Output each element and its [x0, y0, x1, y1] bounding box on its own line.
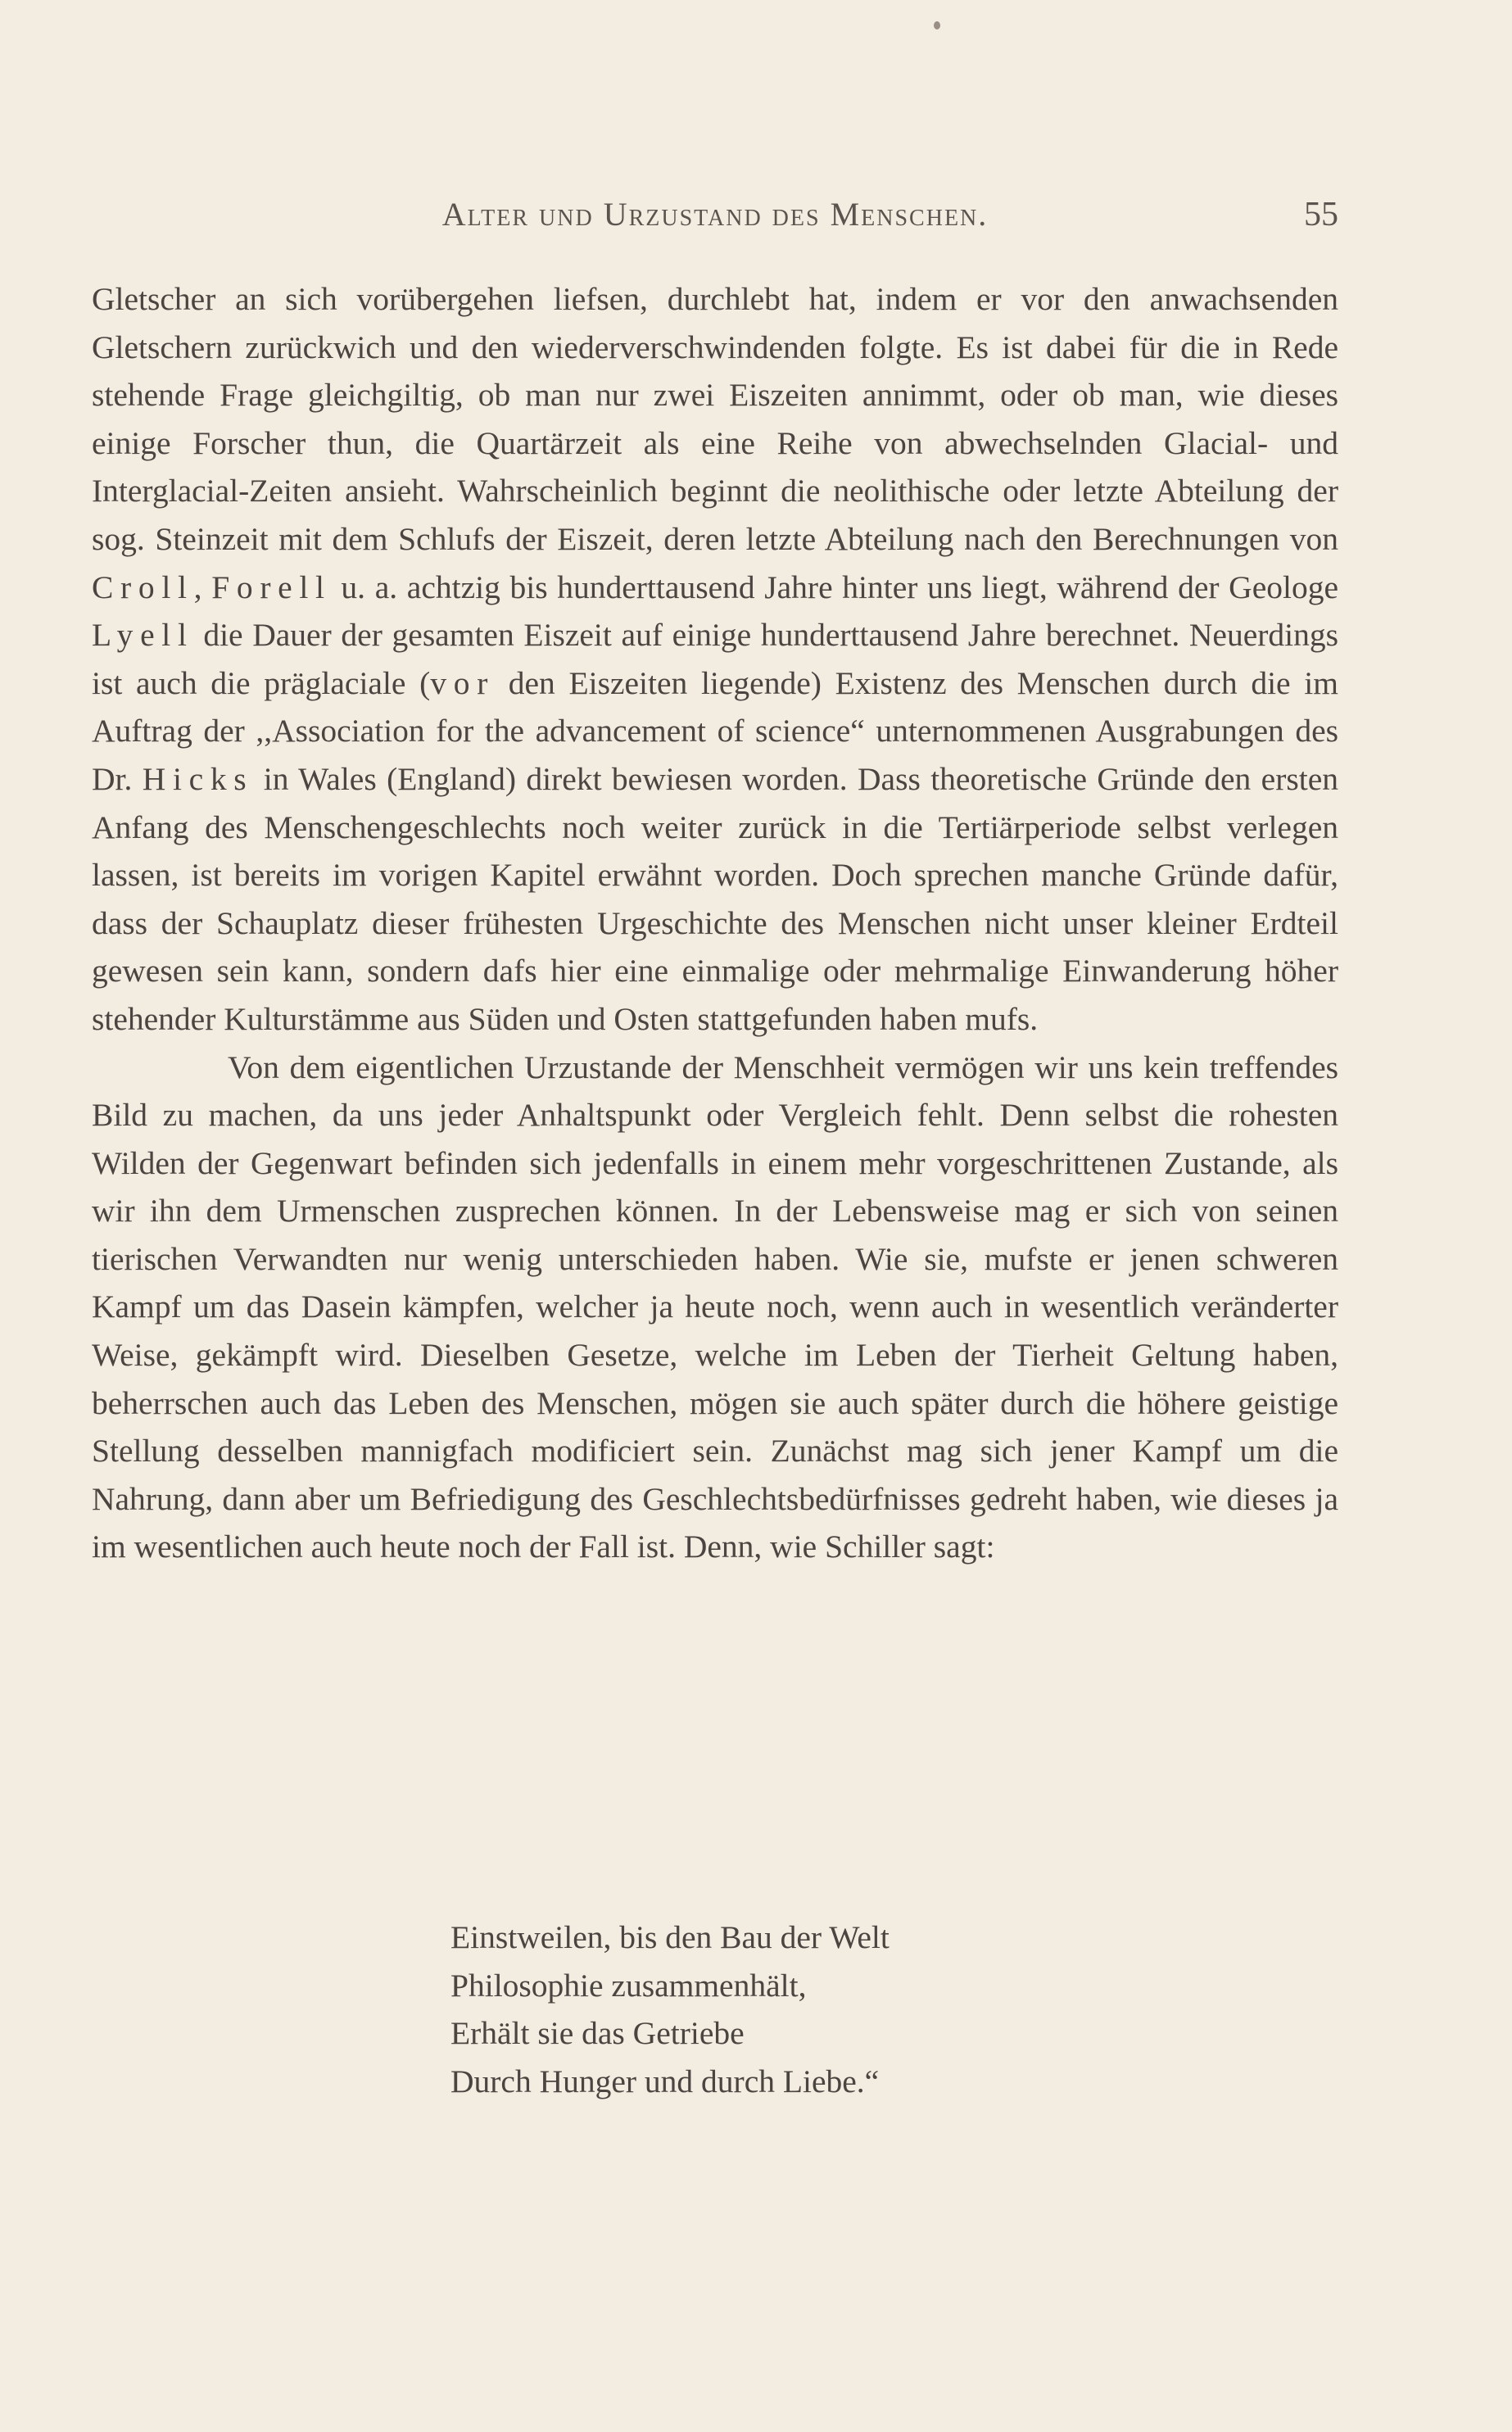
paragraph-1-part-2: ,	[193, 568, 212, 605]
paragraph-1	[92, 275, 1338, 1044]
paragraph-1-part-3: u. a. achtzig bis hunderttausend Jahre hinter uns liegt, während der Geologe	[331, 568, 1339, 605]
word-vor: vor	[430, 664, 496, 701]
page-number: 55	[1304, 196, 1338, 233]
paragraph-1-part-4: die Dauer der gesamten Eiszeit auf einige hunderttausend Jahre berechnet. Neuerdings ist auch die präglaciale (	[92, 617, 1338, 701]
verse-line-2: Philosophie zusammenhält,	[450, 1967, 807, 2004]
running-head	[92, 195, 1338, 244]
ink-speck	[934, 21, 940, 29]
body-text	[92, 275, 1338, 1571]
name-croll: Croll	[92, 568, 194, 605]
paragraph-2: Von dem eigentlichen Urzustande der Menschheit vermögen wir uns kein treffendes Bild zu machen, da uns jeder Anhaltspunkt oder Vergleich fehlt. Denn selbst die rohesten Wilden der Gegenwart befinden sich jedenfalls in einem mehr vorgeschrittenen Zustande, als wir ihn dem Urmenschen zusprechen können. In der Lebensweise mag er sich von seinen tierischen Verwandten nur wenig unterschieden haben. Wie sie, mufste er jenen schweren Kampf um das Dasein kämpfen, welcher ja heute noch, wenn auch in wesentlich veränderter Weise, gekämpft wird. Dieselben Gesetze, welche im Leben der Tierheit Geltung haben, beherrschen auch das Leben des Menschen, mögen sie auch später durch die höhere geistige Stellung desselben mannigfach modificiert sein. Zunächst mag sich jener Kampf um die Nahrung, dann aber um Befriedigung des Geschlechtsbedürfnisses gedreht haben, wie dieses ja im wesentlichen auch heute noch der Fall ist. Denn, wie Schiller sagt:	[92, 1048, 1338, 1565]
paragraph-1-part-6: in Wales (England) direkt bewiesen worden. Dass theoretische Gründe den ersten Anfang des Menschengeschlechts noch weiter zurück in die Tertiärperiode selbst verlegen lassen, ist bereits im vorigen Kapitel erwähnt worden. Doch sprechen manche Gründe dafür, dass der Schauplatz dieser frühesten Urgeschichte des Menschen nicht unser kleiner Erdteil gewesen sein kann, sondern dafs hier eine einmalige oder mehrmalige Einwanderung höher stehender Kulturstämme aus Süden und Osten stattgefunden haben mufs.	[92, 760, 1338, 1037]
paragraph-1-part-5: den Eiszeiten liegende) Existenz des Menschen durch die im Auftrag der ,,Association for the advancement of science“ unternommenen Ausgrabungen des Dr.	[92, 664, 1338, 797]
name-hicks: Hicks	[142, 760, 254, 797]
verse-line-4: Durch Hunger und durch Liebe.“	[450, 2063, 880, 2099]
verse-quotation	[450, 1913, 1188, 2105]
name-forell: Forell	[211, 568, 332, 605]
verse-line-1: Einstweilen, bis den Bau der Welt	[450, 1919, 890, 1955]
running-title: Alter und Urzustand des Menschen.	[441, 196, 989, 233]
verse-line-3: Erhält sie das Getriebe	[450, 2015, 745, 2052]
paragraph-1-part-1: Gletscher an sich vorübergehen liefsen, durchlebt hat, indem er vor den anwachsenden Gletschern zurückwich und den wiederverschwindenden folgte. Es ist dabei für die in Rede stehende Frage gleichgiltig, ob man nur zwei Eiszeiten annimmt, oder ob man, wie dieses einige Forscher thun, die Quartärzeit als eine Reihe von abwechselnden Glacial- und Interglacial-Zeiten ansieht. Wahrscheinlich beginnt die neolithische oder letzte Abteilung der sog. Steinzeit mit dem Schlufs der Eiszeit, deren letzte Abteilung nach den Berechnungen von	[92, 281, 1338, 557]
name-lyell: Lyell	[92, 617, 194, 654]
